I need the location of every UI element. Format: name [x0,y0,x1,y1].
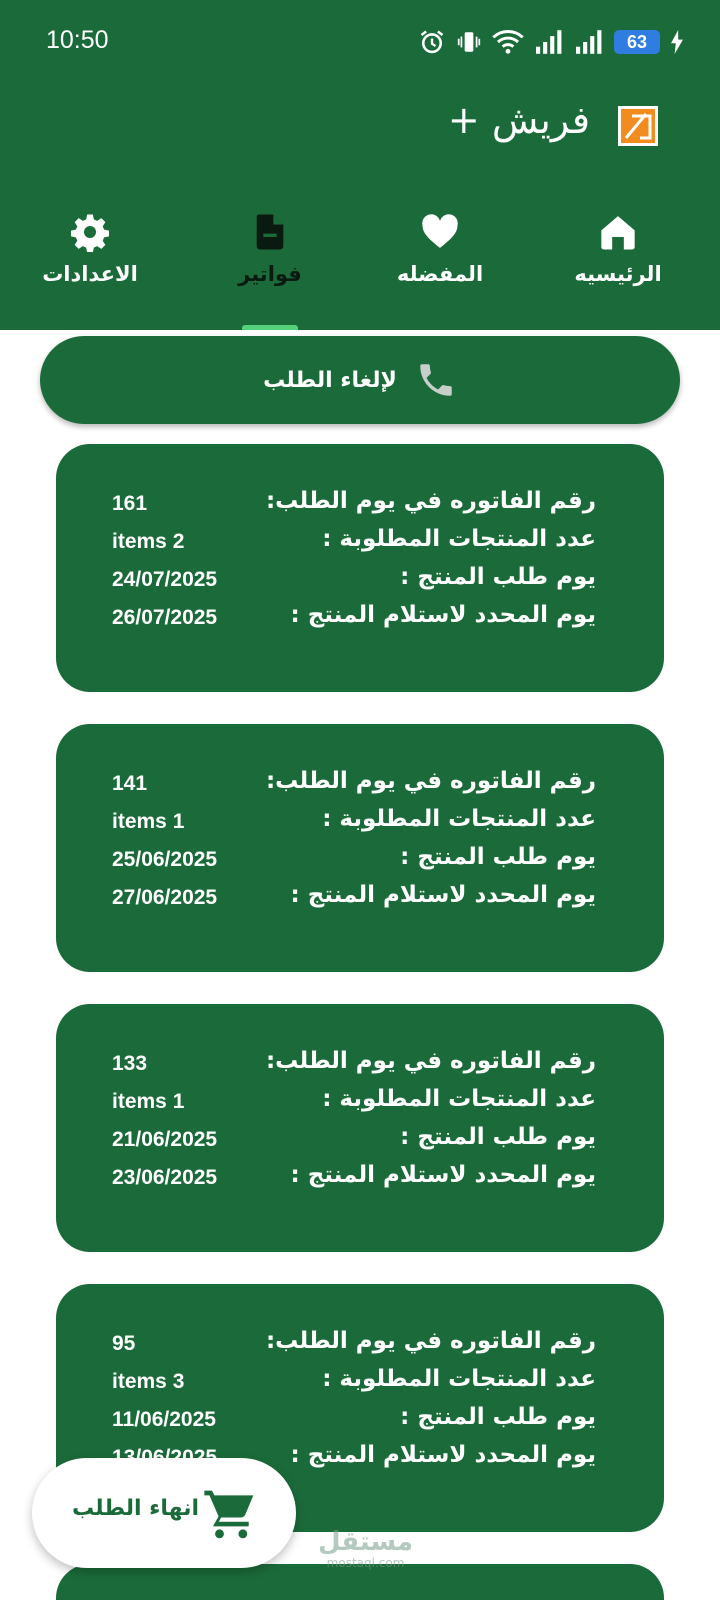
cart-icon [202,1486,258,1542]
tab-settings[interactable] [20,200,160,330]
invoice-order-date-row [56,1404,664,1442]
status-bar [0,0,720,84]
invoice-order-date-value: 25/06/2025 [112,848,218,871]
invoice-delivery-date-label: يوم المحدد لاستلام المنتج : [290,882,596,908]
invoice-order-date-label: يوم طلب المنتج : [400,844,596,870]
wifi-icon [492,28,524,56]
app-bar [0,92,720,172]
invoice-delivery-date-label: يوم المحدد لاستلام المنتج : [290,602,596,628]
invoice-card[interactable] [56,444,664,692]
invoice-items-label: عدد المنتجات المطلوبة : [322,806,596,832]
invoice-delivery-date-value: 23/06/2025 [112,1166,218,1189]
invoice-delivery-date-row [56,1162,664,1200]
battery-icon: 63 [614,30,660,54]
invoice-number-label: رقم الفاتوره في يوم الطلب: [265,1328,596,1354]
watermark-main: مستقل [318,1527,414,1557]
header [0,0,720,330]
home-icon [598,212,638,252]
invoice-order-date-row [56,564,664,602]
signal-icon [574,29,604,55]
invoice-items-value: items 2 [112,530,185,553]
watermark-sub: mostaql.com [326,1556,405,1570]
invoice-items-row [56,1086,664,1124]
invoice-number-label: رقم الفاتوره في يوم الطلب: [265,1048,596,1074]
invoice-items-value: items 1 [112,810,185,833]
app-logo [618,106,658,146]
invoice-card[interactable] [56,724,664,972]
invoice-order-date-value: 24/07/2025 [112,568,218,591]
tab-bar [0,200,720,330]
invoice-items-label: عدد المنتجات المطلوبة : [322,526,596,552]
invoice-delivery-date-row [56,602,664,640]
invoice-delivery-date-value: 26/07/2025 [112,606,218,629]
invoice-delivery-date-label: يوم المحدد لاستلام المنتج : [290,1442,596,1468]
invoice-number-value: 141 [112,772,148,795]
tab-invoices-label: فواتير [238,262,302,286]
heart-icon [420,212,460,252]
invoice-order-date-label: يوم طلب المنتج : [400,1124,596,1150]
tab-home[interactable] [548,200,688,330]
invoice-order-date-label: يوم طلب المنتج : [400,1404,596,1430]
invoice-delivery-date-value: 27/06/2025 [112,886,218,909]
settings-icon [70,212,110,252]
invoice-items-row [56,806,664,844]
app-title: فريش + [447,98,590,142]
finish-order-button[interactable] [32,1458,296,1568]
invoice-items-row [56,1366,664,1404]
invoice-number-row [56,488,664,526]
invoice-number-label: رقم الفاتوره في يوم الطلب: [265,768,596,794]
invoice-items-value: items 1 [112,1090,185,1113]
invoice-number-label: رقم الفاتوره في يوم الطلب: [265,488,596,514]
vibrate-icon [456,28,482,56]
invoice-number-row [56,1048,664,1086]
signal-icon [534,29,564,55]
invoice-number-row [56,768,664,806]
cancel-order-button[interactable] [40,336,680,424]
finish-order-label: انهاء الطلب [72,1496,199,1521]
tab-favorites[interactable] [370,200,510,330]
status-time: 10:50 [46,26,109,54]
invoice-items-row [56,526,664,564]
invoice-order-date-value: 21/06/2025 [112,1128,218,1151]
tab-settings-label: الاعدادات [42,262,138,286]
watermark [318,1528,413,1570]
invoice-order-date-row [56,844,664,882]
tab-invoices[interactable] [200,200,340,330]
cancel-order-label: لإلغاء الطلب [263,367,397,393]
invoice-delivery-date-row [56,882,664,920]
tab-indicator [242,325,298,330]
invoice-number-row [56,1328,664,1366]
invoice-order-date-row [56,1124,664,1162]
invoice-icon [250,212,290,252]
charging-icon [670,30,684,54]
invoice-number-value: 95 [112,1332,136,1355]
alarm-icon [418,28,446,56]
invoice-items-value: items 3 [112,1370,185,1393]
invoice-order-date-label: يوم طلب المنتج : [400,564,596,590]
invoice-items-label: عدد المنتجات المطلوبة : [322,1366,596,1392]
invoice-items-label: عدد المنتجات المطلوبة : [322,1086,596,1112]
tab-favorites-label: المفضله [396,262,484,286]
phone-icon [415,359,457,401]
invoice-number-value: 161 [112,492,148,515]
invoice-order-date-value: 11/06/2025 [112,1408,216,1431]
invoice-delivery-date-label: يوم المحدد لاستلام المنتج : [290,1162,596,1188]
tab-home-label: الرئيسيه [574,262,662,286]
invoice-number-value: 133 [112,1052,148,1075]
invoice-card[interactable] [56,1004,664,1252]
status-icons [418,26,684,58]
